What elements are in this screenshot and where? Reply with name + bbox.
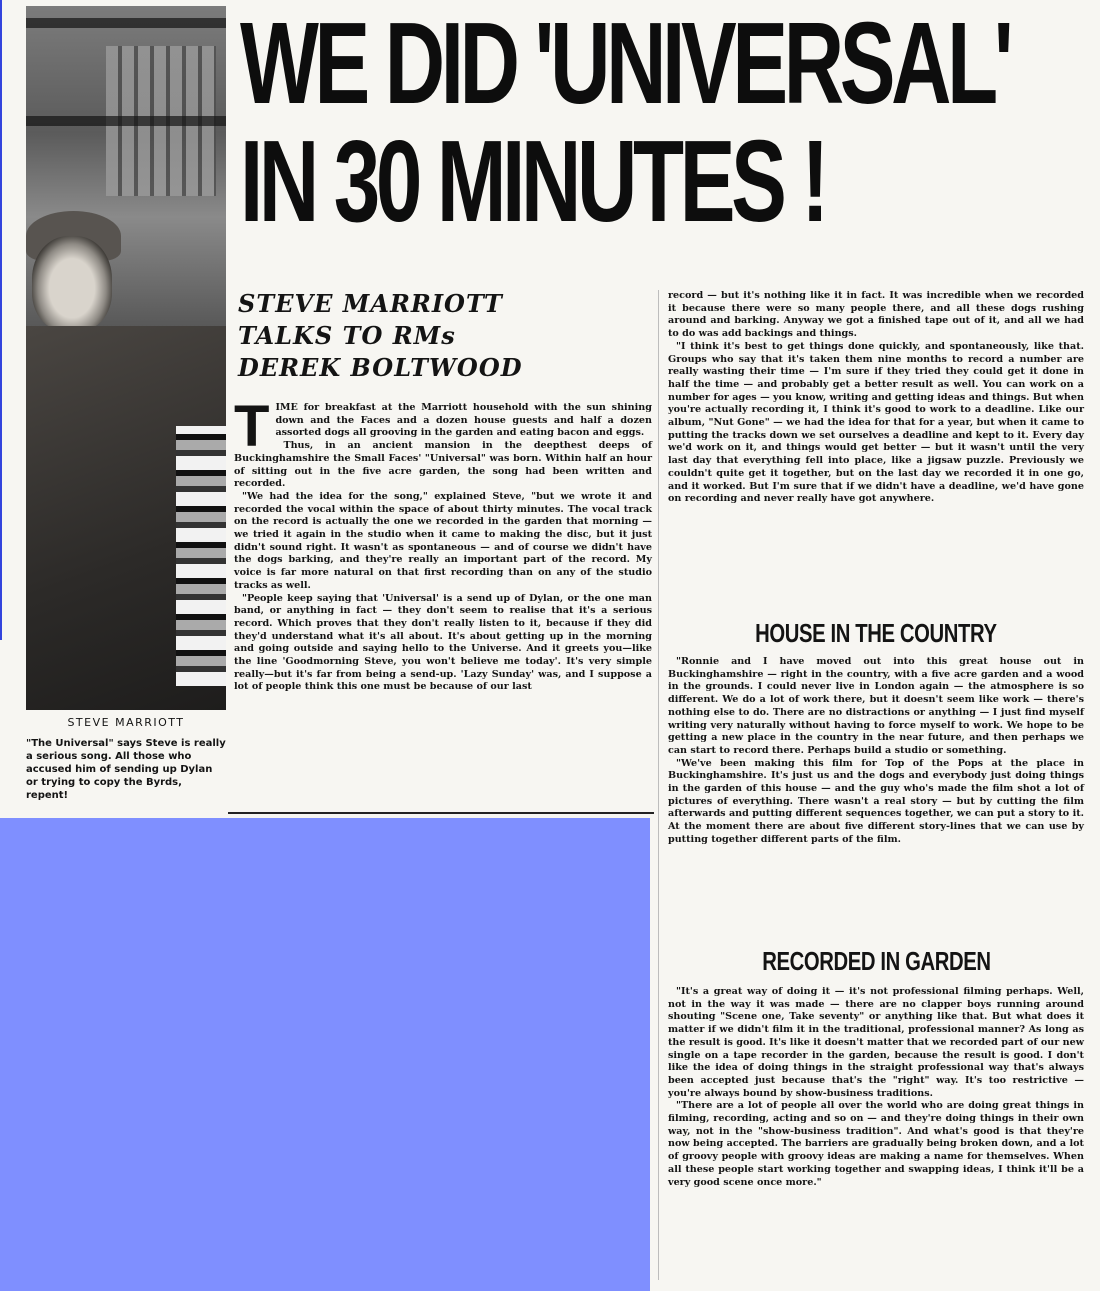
byline-line-1: STEVE MARRIOTT <box>238 289 503 318</box>
paragraph: "It's a great way of doing it — it's not professional filming perhaps. Well, not in the way it was made — there are no clapper boys running around shouting "Scene one, Take seventy" or anything like that. But what does it matter if we didn't film it in the traditional, professional manner? As long as the result is good. It's like it doesn't matter that we recorded part of our new single on a tape recorder in the garden, because the result is good. I don't like the idea of doing things in the straight professional way that's always been accepted just because that's the "right" way. It's too restrictive — you're always bound by show-business traditions. <box>668 986 1084 1099</box>
subhead-text: RECORDED IN GARDEN <box>761 946 991 976</box>
steve-marriott-photo <box>26 6 226 710</box>
subhead-house-in-the-country <box>668 618 1084 649</box>
photo-caption: "The Universal" says Steve is really a serious song. All those who accused him of sending up Dylan or trying to copy the Byrds, repent! <box>26 738 226 801</box>
photo-beam <box>26 116 226 126</box>
paragraph-text: IME for breakfast at the Marriott household with the sun shining down and the Faces and a dozen house guests and half a dozen assorted dogs all grooving in the garden and eating bacon and eggs. <box>275 402 652 439</box>
article-column-3 <box>668 656 1084 847</box>
headline <box>240 0 1010 246</box>
headline-line-2: IN 30 MINUTES ! <box>240 116 825 246</box>
article-column-4 <box>668 986 1084 1189</box>
paragraph: "I think it's best to get things done quickly, and spontaneously, like that. Groups who say that it's taken them nine months to record a number are really wasting their time — I'm sure if they tried they could get it done in half the time — and probably get a better result as well. You can work on a number for ages — you know, writing and getting ideas and things. But when you're actually recording it, I think it's good to work to a deadline. Like our album, "Nut Gone" — we had the idea for that for a year, but when it came to putting the tracks down we set ourselves a deadline and kept to it. Every day we'd work on it, and things would get better — but it wasn't until the very last day that everything fell into place, like a jigsaw puzzle. Previously we couldn't quite get it together, but on the last day we recorded it in one go, and it worked. But I'm sure that if we didn't have a deadline, we'd have gone on recording and never really have got anywhere. <box>668 340 1084 505</box>
photo-scarf <box>176 426 226 686</box>
drop-cap: T <box>234 394 270 459</box>
paragraph: "Ronnie and I have moved out into this great house out in Buckinghamshire — right in the country, with a five acre garden and a wood in the grounds. I could never live in London again — the atmosphere is so different. We do a lot of work there, but it doesn't seem like work — there's nothing else to do. There are no distractions or anything — I just find myself writing very naturally without having to force myself to work. We hope to be getting a new place in the country in the near future, and then perhaps we can start to record there. Perhaps build a studio or something. <box>668 656 1084 756</box>
paragraph <box>234 394 652 459</box>
paragraph: Thus, in an ancient mansion in the deepthest deeps of Buckinghamshire the Small Faces' "Universal" was born. Within half an hour of sitting out in the five acre garden, the song had been written and recorded. <box>234 440 652 490</box>
photo-caption-name: STEVE MARRIOTT <box>67 716 185 729</box>
byline-line-2: TALKS TO RMs <box>238 321 456 350</box>
article-column-2 <box>668 290 1084 506</box>
column-rule <box>228 812 654 814</box>
paragraph: "We had the idea for the song," explained Steve, "but we wrote it and recorded the vocal within the space of about thirty minutes. The vocal track on the record is actually the one we recorded in the garden that morning — we tried it again in the studio when it came to making the disc, but it just didn't sound right. It wasn't as spontaneous — and of course we didn't have the dogs barking, and they're really an important part of the record. My voice is far more natural on that first recording than on any of the studio tracks as well. <box>234 490 652 591</box>
paragraph: record — but it's nothing like it in fact. It was incredible when we recorded it because there were so many people there, and all these dogs rushing around and barking. Anyway we got a finished tape out of it, and all we had to do was add backings and things. <box>668 290 1084 340</box>
headline-line-1: WE DID 'UNIVERSAL' <box>240 0 1010 128</box>
photo-beam <box>26 18 226 28</box>
paragraph: "People keep saying that 'Universal' is a send up of Dylan, or the one man band, or anything in fact — they don't seem to realise that it's a serious record. Which proves that they don't really listen to it, because if they did they'd understand what it's all about. It's about getting up in the morning and going outside and saying hello to the Universe. And it greets you—like the line 'Goodmorning Steve, you won't believe me today'. It's very simple really—but it's far from being a send-up. 'Lazy Sunday' was, and I suppose a lot of people think this one must be because of our last <box>234 592 652 693</box>
subhead-recorded-in-garden <box>668 946 1084 977</box>
paragraph: "We've been making this film for Top of the Pops at the place in Buckinghamshire. It's just us and the dogs and everybody just doing things in the garden of this house — and the guy who's made the film shot a lot of pictures of everything. There wasn't a real story — but by cutting the film afterwards and putting different sequences together, we can put a story to it. At the moment there are about five different story-lines that we can use by putting together different parts of the film. <box>668 757 1084 845</box>
column-divider <box>658 290 659 1280</box>
article-column-1 <box>234 394 652 694</box>
blank-block <box>0 818 650 1291</box>
byline <box>238 288 658 384</box>
paragraph: "There are a lot of people all over the world who are doing great things in filming, recording, acting and so on — and they're doing things in their own way, not in the "show-business tradition". And what's good is that they're now being accepted. The barriers are gradually being broken down, and a lot of groovy people with groovy ideas are making a name for themselves. When all these people start working together and swapping ideas, I think it'll be a very good scene once more." <box>668 1100 1084 1188</box>
byline-line-3: DEREK BOLTWOOD <box>238 353 523 382</box>
photo-head <box>32 236 112 331</box>
subhead-text: HOUSE IN THE COUNTRY <box>755 618 997 648</box>
edge-line <box>0 0 2 640</box>
